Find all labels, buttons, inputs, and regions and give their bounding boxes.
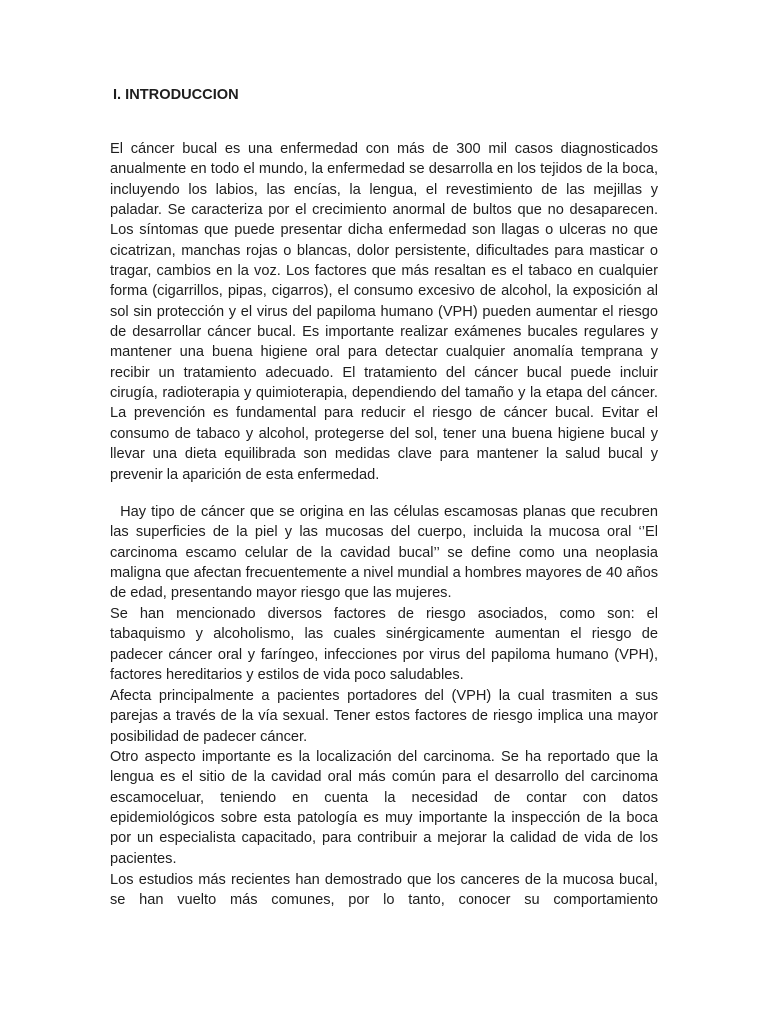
paragraph-squamous-cell: Hay tipo de cáncer que se origina en las células escamosas planas que recubren las superficies de la piel y las mucosas del cuerpo, incluida la mucosa oral ‘’El carcinoma escamo celular de la cavidad bucal’’ se define como una neoplasia maligna que afectan frecuentemente a nivel mundial a hombres mayores de 40 años de edad, presentando mayor riesgo que las mujeres.	[110, 504, 663, 602]
paragraph-location: Otro aspecto importante es la localización del carcinoma. Se ha reportado que la lengua es el sitio de la cavidad oral más común para el desarrollo del carcinoma escamoceluar, teniendo en cuenta la necesidad de contar con datos epidemiológicos sobre esta patología es muy importante la inspección de la boca por un especialista capacitado, para contribuir a mejorar la calidad de vida de los pacientes.	[110, 749, 658, 867]
paragraph-vph: Afecta principalmente a pacientes portadores del (VPH) la cual trasmiten a sus parejas a través de la vía sexual. Tener estos factores de riesgo implica una mayor posibilidad de padecer cáncer.	[110, 688, 658, 745]
paragraph-risk-factors: Se han mencionado diversos factores de riesgo asociados, como son: el tabaquismo y alcoholismo, las cuales sinérgicamente aumentan el riesgo de padecer cáncer oral y faríngeo, infecciones por virus del papiloma humano (VPH), factores hereditarios y estilos de vida poco saludables.	[110, 606, 658, 684]
section-heading: I. INTRODUCCION	[113, 87, 239, 103]
paragraph-intro: El cáncer bucal es una enfermedad con más de 300 mil casos diagnosticados anualmente en todo el mundo, la enfermedad se desarrolla en los tejidos de la boca, incluyendo los labios, las encías, la lengua, el revestimiento de las mejillas y paladar. Se caracteriza por el crecimiento anormal de bultos que no desaparecen. Los síntomas que puede presentar dicha enfermedad son llagas o ulceras no que cicatrizan, manchas rojas o blancas, dolor persistente, dificultades para masticar o tragar, cambios en la voz. Los factores que más resaltan es el tabaco en cualquier forma (cigarrillos, pipas, cigarros), el consumo excesivo de alcohol, la exposición al sol sin protección y el virus del papiloma humano (VPH) pueden aumentar el riesgo de desarrollar cáncer bucal. Es importante realizar exámenes bucales regulares y mantener una buena higiene oral para detectar cualquier anomalía temprana y recibir un tratamiento adecuado. El tratamiento del cáncer bucal puede incluir cirugía, radioterapia y quimioterapia, dependiendo del tamaño y la etapa del cáncer. La prevención es fundamental para reducir el riesgo de cáncer bucal. Evitar el consumo de tabaco y alcohol, protegerse del sol, tener una buena higiene bucal y llevar una dieta equilibrada son medidas clave para mantener la salud bucal y prevenir la aparición de esta enfermedad.	[110, 141, 658, 483]
paragraph-recent-studies: Los estudios más recientes han demostrado que los canceres de la mucosa bucal, se han vuelto más comunes, por lo tanto, conocer su comportamiento	[110, 872, 658, 909]
